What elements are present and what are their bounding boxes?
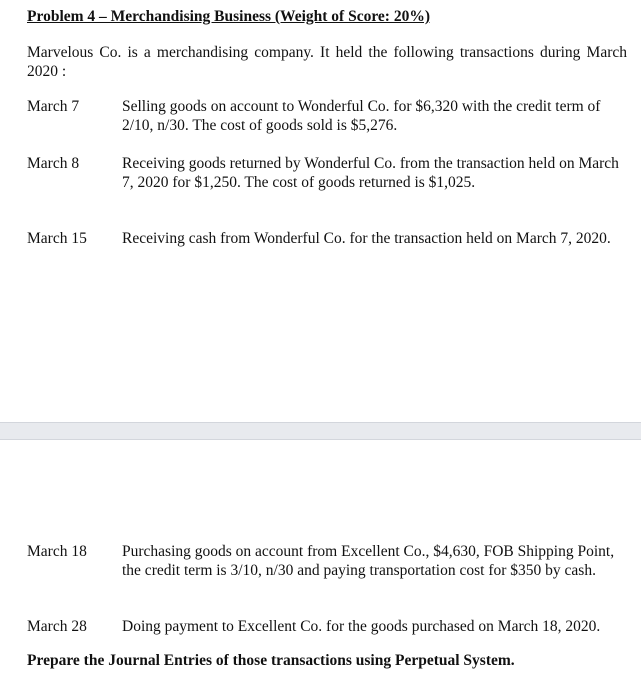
page-divider: [0, 422, 641, 440]
transaction-description: Selling goods on account to Wonderful Co. for $6,320 with the credit term of 2/10, n/30. The cost of goods sold is $5,276.: [122, 98, 601, 134]
closing-instruction: Prepare the Journal Entries of those transactions using Perpetual System.: [27, 652, 515, 669]
transaction-description: Receiving goods returned by Wonderful Co. from the transaction held on March 7, 2020 for $1,250. The cost of goods returned is $1,025.: [122, 155, 619, 191]
transaction-description: Doing payment to Excellent Co. for the goods purchased on March 18, 2020.: [122, 618, 601, 635]
transaction-description: Purchasing goods on account from Excellent Co., $4,630, FOB Shipping Point, the credit term is 3/10, n/30 and paying transportation cost for $350 by cash.: [122, 543, 615, 579]
transaction-description: Receiving cash from Wonderful Co. for the transaction held on March 7, 2020.: [122, 230, 611, 247]
transaction-date: March 7: [27, 98, 80, 115]
problem-title: Problem 4 – Merchandising Business (Weight of Score: 20%): [27, 8, 430, 25]
transaction-date: March 15: [27, 230, 87, 247]
transaction-date: March 8: [27, 155, 80, 172]
transaction-date: March 18: [27, 543, 87, 560]
transaction-date: March 28: [27, 618, 87, 635]
problem-intro: Marvelous Co. is a merchandising company. It held the following transactions during March 2020 :: [27, 44, 627, 80]
